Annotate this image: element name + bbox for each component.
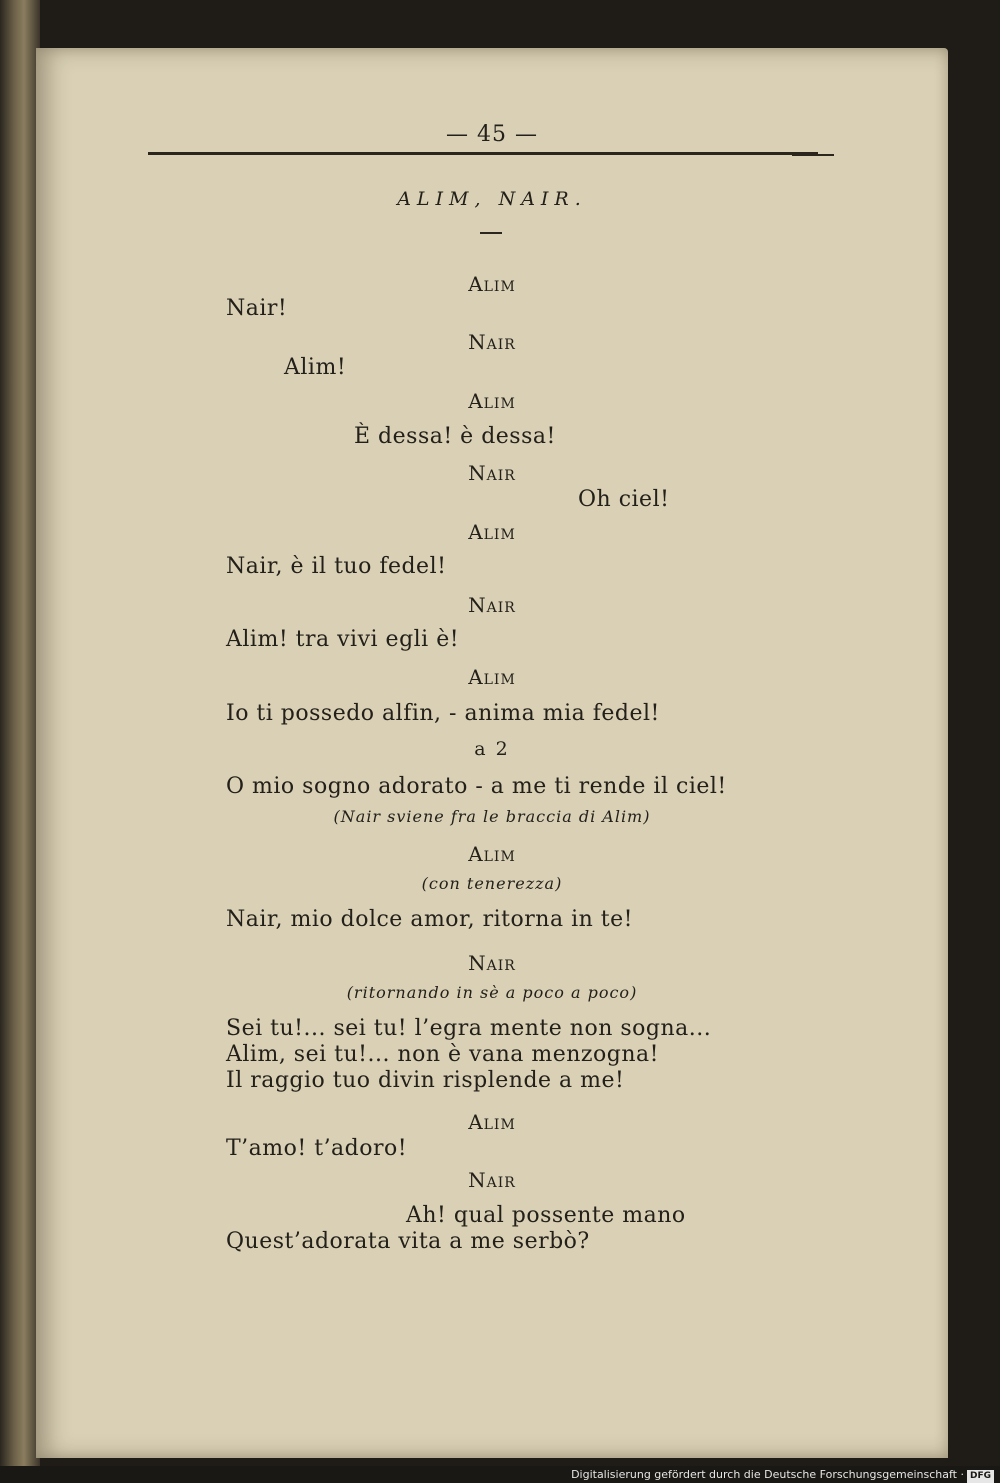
dialogue-line: Quest’adorata vita a me serbò?: [226, 1229, 590, 1254]
page-number: — 45 —: [446, 122, 538, 147]
dialogue-line: Il raggio tuo divin risplende a me!: [226, 1068, 625, 1093]
dialogue-line: Nair!: [226, 296, 288, 321]
footer-text: Digitalisierung gefördert durch die Deutsche Forschungsgemeinschaft ·: [571, 1468, 964, 1481]
dialogue-line: Sei tu!... sei tu! l’egra mente non sogna...: [226, 1016, 712, 1041]
speaker-name: Nair: [468, 951, 516, 975]
speaker-name: Nair: [468, 1168, 516, 1192]
speaker-name: Nair: [468, 461, 516, 485]
dialogue-line: T’amo! t’adoro!: [226, 1136, 408, 1161]
dialogue-line: O mio sogno adorato - a me ti rende il ciel!: [226, 774, 727, 799]
dialogue-line: Ah! qual possente mano: [406, 1203, 686, 1228]
dialogue-line: Alim!: [284, 355, 347, 380]
stage-direction: (con tenerezza): [421, 874, 563, 893]
dfg-logo-icon: DFG: [967, 1470, 994, 1483]
speaker-name: Alim: [468, 842, 516, 866]
stage-direction: (ritornando in sè a poco a poco): [346, 983, 638, 1002]
dialogue-line: È dessa! è dessa!: [354, 424, 556, 449]
dialogue-line: Nair, mio dolce amor, ritorna in te!: [226, 907, 633, 932]
dialogue-line: Oh ciel!: [578, 487, 670, 512]
dialogue-line: Alim! tra vivi egli è!: [226, 627, 460, 652]
speaker-name: Alim: [468, 1110, 516, 1134]
speaker-name: Nair: [468, 593, 516, 617]
book-spine: [0, 0, 40, 1483]
header-rule: [148, 152, 818, 155]
dialogue-line: Alim, sei tu!... non è vana menzogna!: [226, 1042, 659, 1067]
scene-heading: ALIM, NAIR.: [397, 188, 587, 210]
header-rule-tail: [792, 154, 834, 156]
stage-direction: (Nair sviene fra le braccia di Alim): [333, 807, 651, 826]
speaker-name: Alim: [468, 520, 516, 544]
dialogue-line: Nair, è il tuo fedel!: [226, 554, 447, 579]
duet-marker: a 2: [474, 738, 510, 760]
book-page: [36, 48, 948, 1458]
digitization-footer: [0, 1466, 1000, 1483]
dialogue-line: Io ti possedo alfin, - anima mia fedel!: [226, 701, 660, 726]
heading-dash: [480, 232, 502, 234]
speaker-name: Alim: [468, 665, 516, 689]
speaker-name: Alim: [468, 389, 516, 413]
speaker-name: Nair: [468, 330, 516, 354]
speaker-name: Alim: [468, 272, 516, 296]
